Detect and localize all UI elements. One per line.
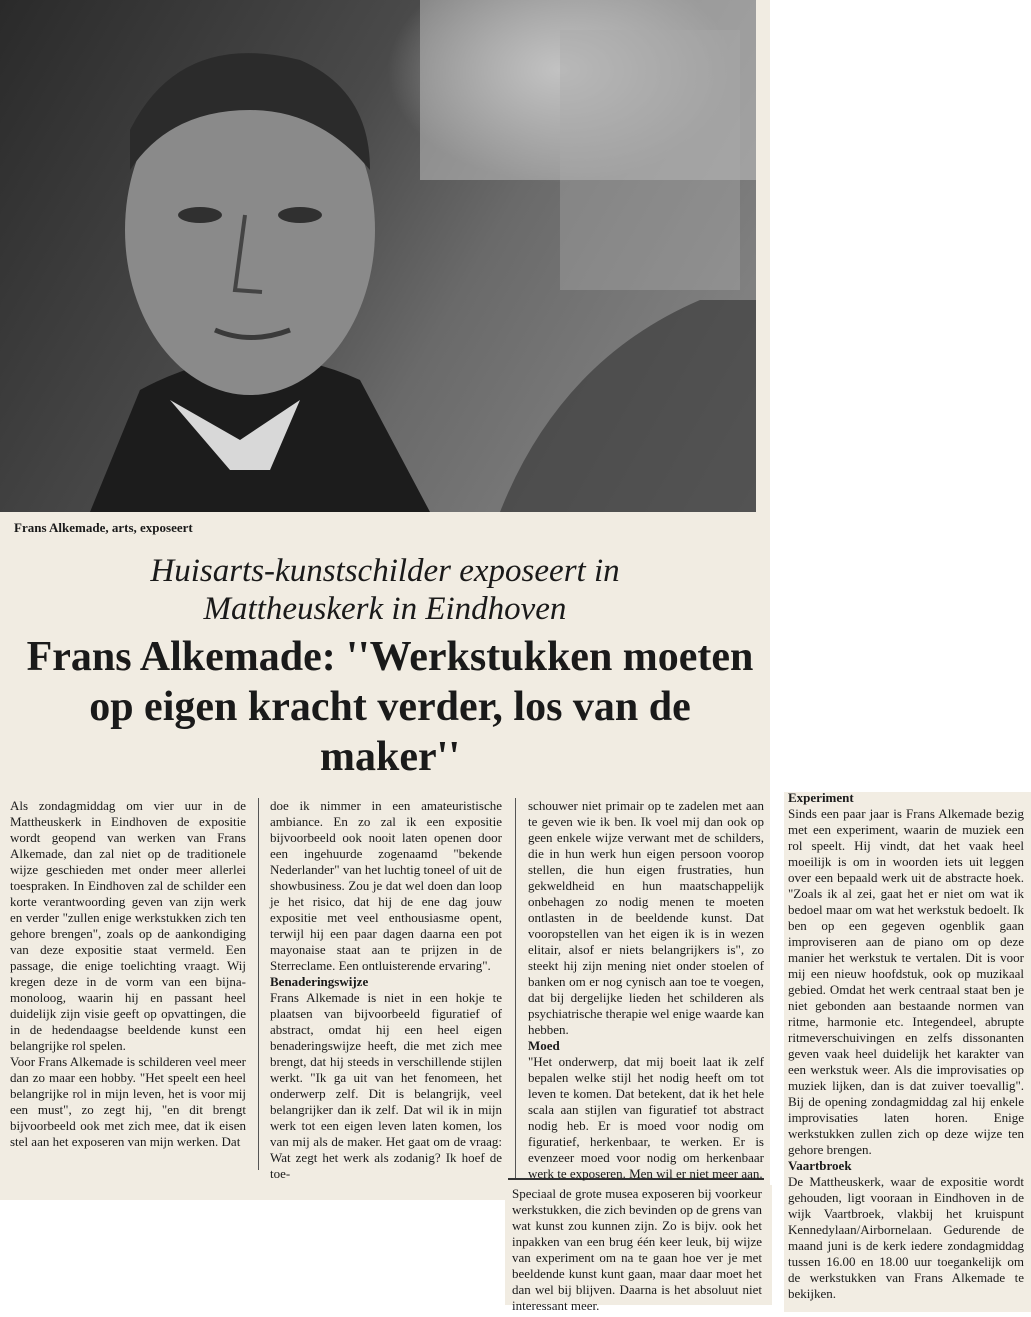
article-column-4 [788, 790, 1024, 1310]
article-column-1 [10, 798, 246, 1170]
subheading: Moed [528, 1038, 560, 1053]
article-headline: Frans Alkemade: ''Werkstukken moeten op eigen kracht verder, los van de maker'' [26, 634, 754, 780]
photo-caption: Frans Alkemade, arts, exposeert [14, 520, 193, 535]
portrait-photo [0, 0, 756, 512]
paragraph: Speciaal de grote musea exposeren bij voorkeur werkstukken, die zich bevinden op de grens van wat kunst zou kunnen zijn. Zo is bijv. ook het inpakken van een brug één keer leuk, bij wijze van experiment om na te gaan hoe ver je met beeldende kunst kunt gaan, maar daar moet het dan wel bij blijven. Daarna is het absoluut niet interessant meer. [512, 1186, 762, 1313]
paragraph: Frans Alkemade is niet in een hokje te plaatsen van bijvoorbeeld figuratief of abstract, omdat hij een heel eigen benaderingswijze heeft, die met zich mee brengt, dat hij steeds in verschillende stijlen werkt. "Ik ga uit van het fenomeen, het onderwerp zelf. Dit is belangrijk, veel belangrijker dan ik zelf. Dat wil ik in mijn werk tot een eigen leven laten komen, los van mij als de maker. Het gaat om de vraag: Wat zegt het werk als zodanig? Ik hoef de toe- [270, 990, 502, 1181]
paragraph: Voor Frans Alkemade is schilderen veel meer dan zo maar een hobby. "Het speelt een heel belangrijke rol in mijn leven, het is voor mij een must", zo zegt hij, "en dit brengt bijvoorbeeld ook met zich mee, dat ik eisen stel aan het exposeren van mijn werken. Dat [10, 1054, 246, 1149]
subheading: Vaartbroek [788, 1158, 852, 1173]
paragraph: doe ik nimmer in een amateuristische ambiance. En zo zal ik een expositie bijvoorbeeld ook nooit laten openen door een ingehuurde zogenaamd "bekende Nederlander" van het luchtig toneel of uit de showbusiness. Zou je dat wel doen dan loop je het risico, dat hij de ene dag jouw expositie met veel enthousiasme opent, terwijl hij een paar dagen daarna een pot mayonaise staat aan te prijzen in de Sterreclame. Een ontluisterende ervaring". [270, 798, 502, 973]
article-kicker: Huisarts-kunstschilder exposeert in Mattheuskerk in Eindhoven [150, 553, 620, 627]
subheading: Benaderingswijze [270, 974, 369, 989]
article-column-2 [270, 798, 502, 1181]
column-divider [515, 798, 516, 1178]
paragraph: De Mattheuskerk, waar de expositie wordt gehouden, ligt vooraan in Eindhoven in de wijk Vaartbroek, vlakbij het kruispunt Kennedylaan/Airbornelaan. Gedurende de maand juni is de kerk iedere zondagmiddag tussen 16.00 en 18.00 uur toegankelijk om de werkstukken van Frans Alkemade te bekijken. [788, 1174, 1024, 1301]
portrait-illustration [0, 0, 756, 512]
article-column-3-continued [512, 1186, 762, 1313]
subheading: Experiment [788, 790, 854, 805]
paragraph: schouwer niet primair op te zadelen met aan te geven wie ik ben. Ik voel mij dan ook op geen enkele wijze verwant met de schilders, die in hun werk hun eigen persoon voorop stellen, die hun eigen frustraties, hun gekweldheid en hun maatschappelijk onbehagen zo nodig menen te moeten ontlasten in de beeldende kunst. Dat vooropstellen van het eigen ik is in wezen elitair, alsof er niets belangrijkers is", zo steekt hij zijn mening niet onder stoelen of banken om er nog cynisch aan toe te voegen, dat bij dergelijke lieden het schilderen als psychiatrische therapie wel enige waarde kan hebben. [528, 798, 764, 1037]
paragraph: Als zondagmiddag om vier uur in de Mattheuskerk in Eindhoven de expositie wordt geopend van werken van Frans Alkemade, dan zal niet op de traditionele wijze geschieden met onder meer allerlei toespraken. In Eindhoven zal de schilder een korte verantwoording geven van zijn werk en verder "zullen enige werkstukken zich ten gehore brengen", zoals op de aankondiging van deze expositie staat vermeld. Een passage, die enige toelichting vraagt. Wij kregen deze in de vorm van een bijna-monoloog, waarin hij en passant heel duidelijk zijn visie geeft op opvattingen, die in de hedendaagse beeldende kunst een belangrijke rol spelen. [10, 798, 246, 1053]
paragraph: "Het onderwerp, dat mij boeit laat ik zelf bepalen welke stijl het nodig heeft om tot leven te komen. Dat betekent, dat ik het hele scala aan stijlen van figuratief tot abstract nodig heb. Er is moed voor nodig om figuratief, herkenbaar, te werken. Er is evenzeer moed voor nodig om herkenbaar werk te exposeren. Men wil er niet meer aan. [528, 1054, 764, 1181]
article-column-3 [528, 798, 764, 1181]
paragraph: Sinds een paar jaar is Frans Alkemade bezig met een experiment, waarin de muziek een rol speelt. Hij vindt, dat het vaak heel moeilijk is om in woorden iets uit leggen over een bepaald werk uit de abstracte hoek. "Zoals ik al zei, gaat het er niet om wat ik bedoel maar om wat het werkstuk bedoelt. Ik ben op een gegeven ogenblik gaan improviseren aan de piano om op deze manier het werkstuk te vertalen. Dit is voor mij een nieuw hoofdstuk, ook op muzikaal gebied. Omdat het werk centraal staat ben je niet gebonden aan bestaande normen van ritme, harmonie etc. Integendeel, abrupte ritmeverschuivingen en zelfs dissonanten geven vaak heel duidelijk het karakter van een werkstuk weer. Als die improvisaties op muziek lijken, dan is dat zuiver toevallig". Bij de opening zondagmiddag zal hij enkele improvisaties laten horen. Enige werkstukken zullen zich op deze wijze ten gehore brengen. [788, 806, 1024, 1157]
column-divider [258, 798, 259, 1170]
